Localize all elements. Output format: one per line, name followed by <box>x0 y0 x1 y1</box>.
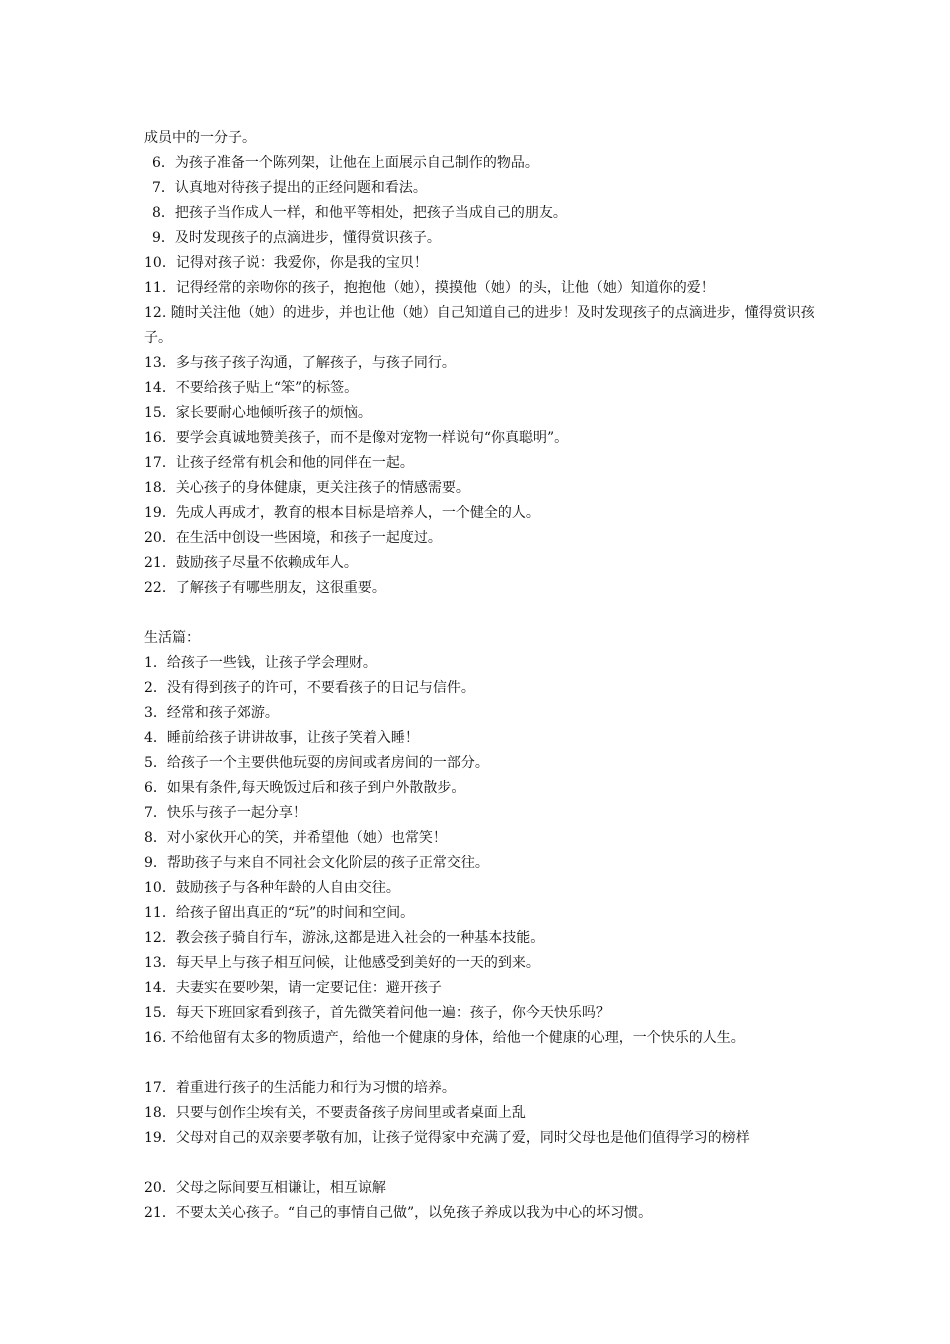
list-item: 13．每天早上与孩子相互问候，让他感受到美好的一天的到来。 <box>144 955 540 971</box>
list-item: 16. 不给他留有太多的物质遗产，给他一个健康的身体，给他一个健康的心理，一个快乐的人生。 <box>144 1030 745 1046</box>
list-item: 15．家长要耐心地倾听孩子的烦恼。 <box>144 405 372 421</box>
list-item: 10．鼓励孩子与各种年龄的人自由交往。 <box>144 880 400 896</box>
list-item: 5．给孩子一个主要供他玩耍的房间或者房间的一部分。 <box>144 755 489 771</box>
section-spacer <box>144 601 828 626</box>
list-item: 11．给孩子留出真正的“玩”的时间和空间。 <box>144 905 415 921</box>
list-item: 19．先成人再成才，教育的根本目标是培养人，一个健全的人。 <box>144 505 540 521</box>
list-item: 1．给孩子一些钱，让孩子学会理财。 <box>144 655 377 671</box>
list-item: 20．在生活中创设一些困境，和孩子一起度过。 <box>144 530 442 546</box>
section-2-list <box>144 651 828 1226</box>
list-item: 21．不要太关心孩子。“自己的事情自己做”，以免孩子养成以我为中心的坏习惯。 <box>144 1205 653 1221</box>
list-item: 3．经常和孩子郊游。 <box>144 705 279 721</box>
list-item: 7．认真地对待孩子提出的正经问题和看法。 <box>152 180 427 196</box>
list-item: 14．不要给孩子贴上“笨”的标签。 <box>144 380 359 396</box>
list-item: 13．多与孩子孩子沟通，了解孩子，与孩子同行。 <box>144 355 456 371</box>
document-page <box>144 126 828 1226</box>
list-item: 16．要学会真诚地赞美孩子，而不是像对宠物一样说句“你真聪明”。 <box>144 430 569 446</box>
list-item: 11．记得经常的亲吻你的孩子，抱抱他（她），摸摸他（她）的头，让他（她）知道你的爱！ <box>144 280 715 296</box>
list-item: 17．让孩子经常有机会和他的同伴在一起。 <box>144 455 414 471</box>
list-item: 12．教会孩子骑自行车，游泳,这都是进入社会的一种基本技能。 <box>144 930 545 946</box>
list-item: 18．关心孩子的身体健康，更关注孩子的情感需要。 <box>144 480 470 496</box>
section-heading: 生活篇： <box>144 630 200 646</box>
section-1-list <box>144 151 828 601</box>
list-item: 19．父母对自己的双亲要孝敬有加，让孩子觉得家中充满了爱，同时父母也是他们值得学习的榜样 <box>144 1130 750 1146</box>
list-item: 12. 随时关注他（她）的进步，并也让他（她）自己知道自己的进步！及时发现孩子的点滴进步，懂得赏识孩子。 <box>144 305 815 346</box>
list-item: 8．对小家伙开心的笑，并希望他（她）也常笑！ <box>144 830 447 846</box>
list-item: 21．鼓励孩子尽量不依赖成年人。 <box>144 555 358 571</box>
intro-line: 成员中的一分子。 <box>144 130 256 146</box>
list-item: 18．只要与创作尘埃有关，不要责备孩子房间里或者桌面上乱 <box>144 1105 526 1121</box>
list-item: 7．快乐与孩子一起分享！ <box>144 805 307 821</box>
list-item: 9．帮助孩子与来自不同社会文化阶层的孩子正常交往。 <box>144 855 489 871</box>
list-item: 9．及时发现孩子的点滴进步，懂得赏识孩子。 <box>152 230 441 246</box>
list-item: 17．着重进行孩子的生活能力和行为习惯的培养。 <box>144 1080 456 1096</box>
list-item: 10．记得对孩子说：我爱你，你是我的宝贝！ <box>144 255 428 271</box>
list-item: 2．没有得到孩子的许可，不要看孩子的日记与信件。 <box>144 680 475 696</box>
list-item: 14．夫妻实在要吵架，请一定要记住：避开孩子 <box>144 980 442 996</box>
list-item: 8．把孩子当作成人一样，和他平等相处，把孩子当成自己的朋友。 <box>152 205 567 221</box>
list-item: 6．为孩子准备一个陈列架，让他在上面展示自己制作的物品。 <box>152 155 539 171</box>
list-item: 22．了解孩子有哪些朋友，这很重要。 <box>144 580 386 596</box>
list-item: 20．父母之际间要互相谦让，相互谅解 <box>144 1180 386 1196</box>
list-item: 4．睡前给孩子讲讲故事，让孩子笑着入睡！ <box>144 730 419 746</box>
list-item: 6．如果有条件,每天晚饭过后和孩子到户外散散步。 <box>144 780 466 796</box>
list-item: 15．每天下班回家看到孩子，首先微笑着问他一遍：孩子，你今天快乐吗？ <box>144 1005 610 1021</box>
